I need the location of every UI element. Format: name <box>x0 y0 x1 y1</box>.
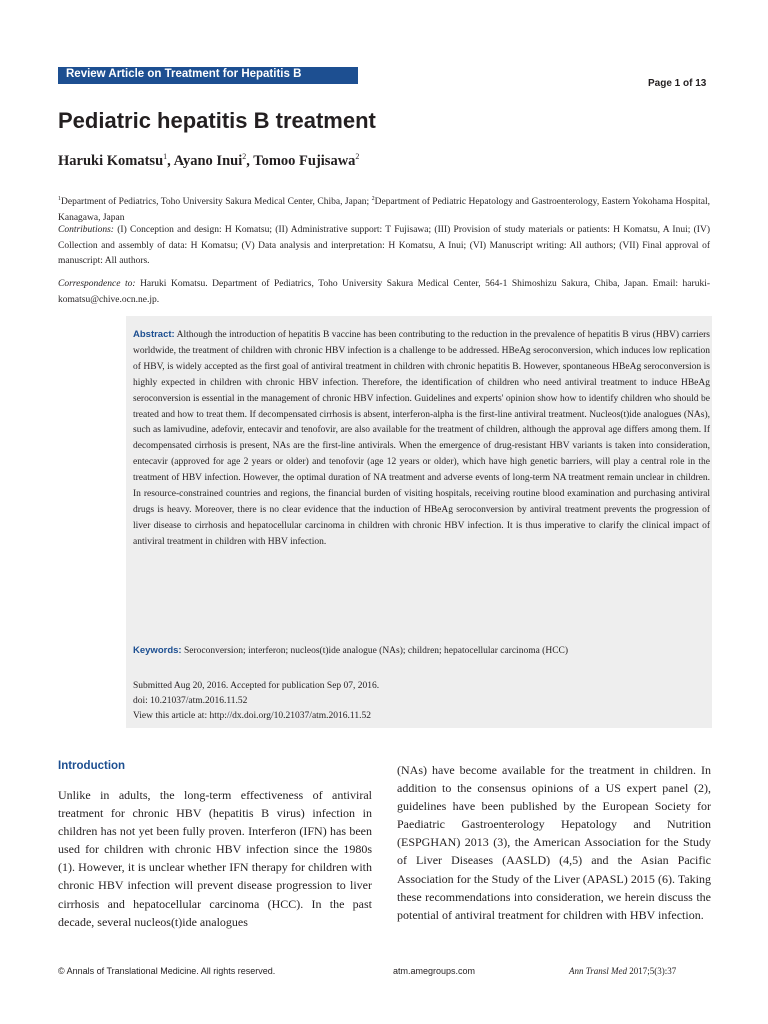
affiliations: $^1$Department of Pediatrics, Toho University Sakura Medical Center, Chiba, Japan; $^2$Department of Pediatric Hepatology and Gastroenterology, Eastern Yokohama Hospital, Kanagawa, Japan <box>58 196 710 223</box>
view-article-link[interactable]: View this article at: http://dx.doi.org/10.21037/atm.2016.11.52 <box>133 711 371 721</box>
author-affiliation-mark: 2 <box>355 152 360 161</box>
abstract-text: Although the introduction of hepatitis B vaccine has been contributing to the reduction in the prevalence of hepatitis B virus (HBV) carriers worldwide, the treatment of children with chronic HBV infection is a challenge to be addressed. HBeAg seroconversion, which induces low replication of HBV, is widely accepted as the first goal of antiviral treatment in children with chronic hepatitis B. However, spontaneous HBeAg seroconversion is highly expected in children with chronic HBV infection. Therefore, the identification of children who need antiviral treatment to induce HBeAg seroconversion is essential in the management of chronic HBV infection. Guidelines and experts' opinion show how to identify children who should be treated and how to treat them. If decompensated cirrhosis is absent, interferon-alpha is the first-line antiviral treatment. Nucleos(t)ide analogues (NAs), such as lamivudine, adefovir, entecavir and tenofovir, are also available for the treatment of children, although the approval age differs among them. If decompensated cirrhosis is present, NAs are the first-line antivirals. When the emergence of drug-resistant HBV variants is taken into consideration, entecavir (approved for age 2 years or older) and tenofovir (age 12 years or older), which have high genetic barriers, will play a central role in the treatment of HBV infection. However, the optimal duration of NA treatment and adverse events of long-term NA treatment remain unclear in children. In resource-constrained countries and regions, the financial burden of visiting hospitals, receiving routine blood examination and purchasing antiviral drugs is heavy. Moreover, there is no clear evidence that the induction of HBeAg seroconversion by antiviral treatment prevents the progression of liver disease to cirrhosis and hepatocellular carcinoma in children with chronic HBV infection. It is thus imperative to clarify the clinical impact of antiviral treatment in children with HBV infection. <box>133 330 710 547</box>
body-column-left: Unlike in adults, the long-term effectiveness of antiviral treatment for chronic HBV (hepatitis B virus) infection in children has not yet been fully proven. Interferon (IFN) has been used for children with chronic HBV infection since the 1980s (1). However, it is unclear whether IFN therapy for children with chronic HBV infection will prevent disease progression to liver cirrhosis and hepatocellular carcinoma (HCC). In the past decade, several nucleos(t)ide analogues <box>58 788 372 929</box>
article-type-banner <box>58 67 358 84</box>
keywords-label: Keywords: <box>133 645 182 656</box>
correspondence: Correspondence to: Haruki Komatsu. Department of Pediatrics, Toho University Sakura Medical Center, 564-1 Shimoshizu Sakura, Chiba, Japan. Email: haruki-komatsu@chive.ocn.ne.jp. <box>58 279 710 305</box>
keywords-text: Seroconversion; interferon; nucleos(t)ide analogue (NAs); children; hepatocellular carcinoma (HCC) <box>181 646 569 656</box>
submission-dates: Submitted Aug 20, 2016. Accepted for publication Sep 07, 2016. <box>133 681 380 691</box>
article-title: Pediatric hepatitis B treatment <box>58 108 376 133</box>
author-separator: , <box>167 152 174 169</box>
author-affiliation-mark: 2 <box>242 152 247 161</box>
footer-citation <box>569 966 676 976</box>
body-column-right: (NAs) have become available for the treatment in children. In addition to the consensus opinions of a US expert panel (2), guidelines have been published by the European Society for Paediatric Gastroenterology Hepatology and Nutrition (ESPGHAN) 2013 (3), the American Association for the Study of Liver Diseases (AASLD) (4,5) and the Asian Pacific Association for the Study of the Liver (APASL) 2015 (6). Taking these recommendations into consideration, we herein discuss the potential of antiviral treatment for children with HBV infection. <box>397 763 711 922</box>
article-type-label: Review Article on Treatment for Hepatitis B <box>66 68 302 80</box>
page-number: Page 1 of 13 <box>648 78 707 89</box>
author-name: Tomoo Fujisawa <box>253 152 356 169</box>
journal-name: Ann Transl Med <box>569 966 628 976</box>
section-heading: Introduction <box>58 760 126 772</box>
author-name: Haruki Komatsu <box>58 152 164 169</box>
submission-info <box>133 679 379 724</box>
citation-details: 2017;5(3):37 <box>627 966 677 976</box>
footer-copyright: © Annals of Translational Medicine. All rights reserved. <box>58 966 276 976</box>
abstract <box>133 327 710 551</box>
contributions: Contributions: (I) Conception and design: H Komatsu; (II) Administrative support: T Fujisawa; (III) Provision of study materials or patients: H Komatsu, A Inui; (IV) Collection and assembly of data: H Komatsu; (V) Data analysis and interpretation: H Komatsu, A Inui; (VI) Manuscript writing: All authors; (VII) Final approval of manuscript: All authors. <box>58 225 710 266</box>
doi: doi: 10.21037/atm.2016.11.52 <box>133 696 248 706</box>
keywords <box>133 643 710 659</box>
author-list <box>58 152 359 170</box>
abstract-label: Abstract: <box>133 329 175 340</box>
author-name: Ayano Inui <box>173 152 243 169</box>
author-affiliation-mark: 1 <box>163 152 168 161</box>
footer-website[interactable]: atm.amegroups.com <box>393 966 476 976</box>
author-separator: , <box>246 152 254 169</box>
